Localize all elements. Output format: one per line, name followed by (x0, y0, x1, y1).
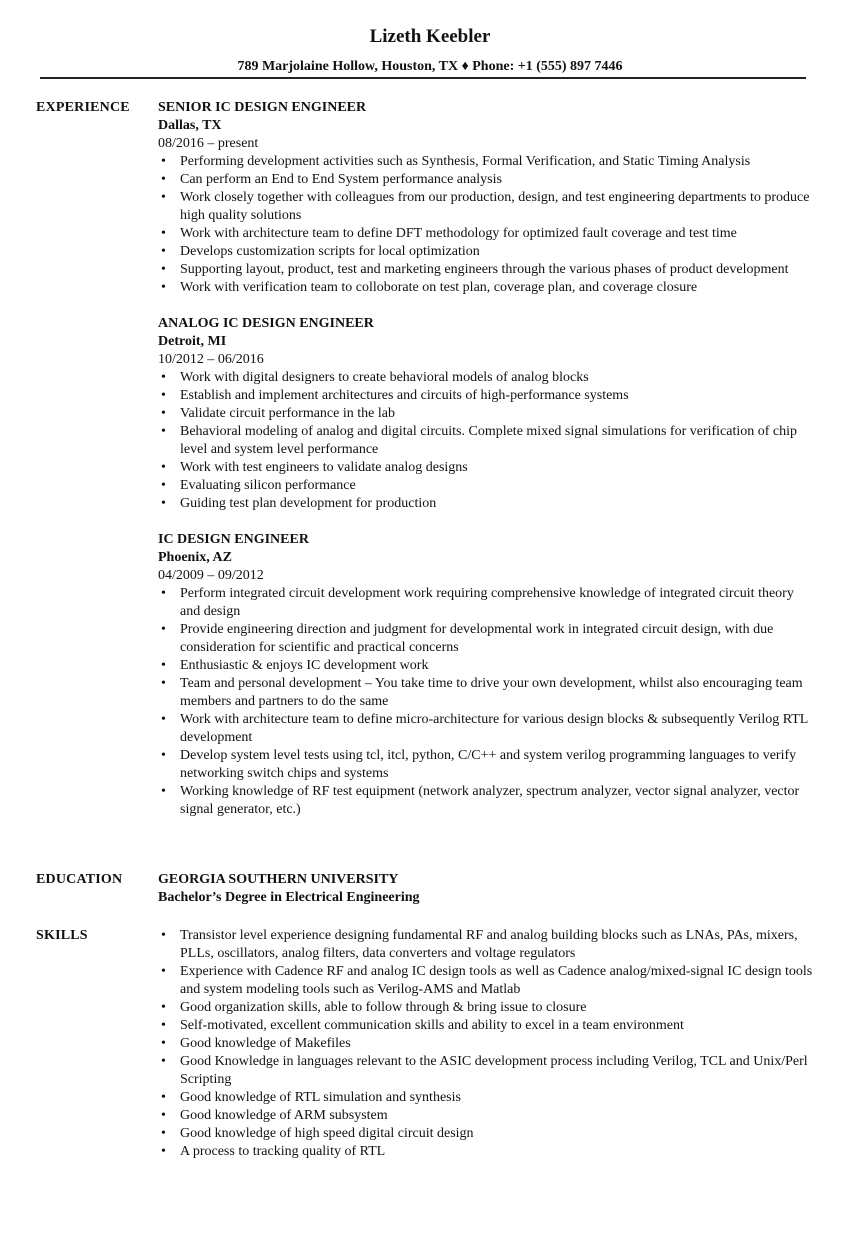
job-dates: 08/2016 – present (158, 136, 259, 151)
bullet-dot: • (161, 712, 166, 727)
bullet-item (158, 369, 813, 387)
bullet-dot: • (161, 1054, 166, 1069)
job-bullets (158, 369, 813, 513)
bullet-text: Work with verification team to colloborate on test plan, coverage plan, and coverage closure (180, 280, 698, 295)
bullet-dot: • (161, 478, 166, 493)
bullet-item (158, 585, 813, 621)
education-body (158, 871, 813, 907)
skills-heading: SKILLS (36, 928, 88, 943)
job-bullets (158, 585, 813, 819)
education-heading: EDUCATION (36, 872, 123, 887)
bullet-text: Validate circuit performance in the lab (180, 406, 395, 421)
bullet-item (158, 387, 813, 405)
bullet-text: Good organization skills, able to follow through & bring issue to closure (180, 1000, 587, 1015)
bullet-text: Work with architecture team to define micro-architecture for various design blocks & subsequently Verilog RTL development (180, 712, 808, 745)
bullet-dot: • (161, 586, 166, 601)
bullet-text: Can perform an End to End System performance analysis (180, 172, 502, 187)
bullet-text: Provide engineering direction and judgment for developmental work in integrated circuit design, with due consideration for scientific and practical concerns (180, 622, 774, 655)
bullet-item (158, 747, 813, 783)
bullet-dot: • (161, 424, 166, 439)
bullet-text: Work closely together with colleagues from our production, design, and test engineering departments to produce high quality solutions (180, 190, 810, 223)
bullet-dot: • (161, 460, 166, 475)
bullet-item (158, 279, 813, 297)
bullet-text: Self-motivated, excellent communication skills and ability to excel in a team environment (180, 1018, 684, 1033)
bullet-text: Performing development activities such as Synthesis, Formal Verification, and Static Timing Analysis (180, 154, 751, 169)
bullet-dot: • (161, 964, 166, 979)
bullet-text: Work with test engineers to validate analog designs (180, 460, 468, 475)
bullet-dot: • (161, 748, 166, 763)
job-entry (158, 315, 813, 513)
bullet-item (158, 1107, 813, 1125)
job-entry (158, 99, 813, 297)
bullet-dot: • (161, 1108, 166, 1123)
bullet-item (158, 1035, 813, 1053)
bullet-text: Good knowledge of Makefiles (180, 1036, 351, 1051)
job-location: Detroit, MI (158, 334, 227, 349)
bullet-text: Experience with Cadence RF and analog IC design tools as well as Cadence analog/mixed-signal IC design tools and system modeling tools such as Verilog-AMS and Matlab (180, 964, 813, 997)
bullet-dot: • (161, 658, 166, 673)
job-entry (158, 531, 813, 819)
skills-body (158, 927, 813, 1161)
job-title: ANALOG IC DESIGN ENGINEER (158, 316, 374, 331)
job-dates: 10/2012 – 06/2016 (158, 352, 264, 367)
bullet-item (158, 963, 813, 999)
bullet-text: Perform integrated circuit development work requiring comprehensive knowledge of integrated circuit theory and design (180, 586, 794, 619)
bullet-dot: • (161, 388, 166, 403)
bullet-dot: • (161, 622, 166, 637)
bullet-item (158, 675, 813, 711)
bullet-text: Good knowledge of ARM subsystem (180, 1108, 388, 1123)
job-dates: 04/2009 – 09/2012 (158, 568, 264, 583)
bullet-text: Working knowledge of RF test equipment (network analyzer, spectrum analyzer, vector signal analyzer, vector signal generator, etc.) (180, 784, 800, 817)
bullet-item (158, 189, 813, 225)
bullet-item (158, 423, 813, 459)
bullet-item (158, 1089, 813, 1107)
bullet-item (158, 783, 813, 819)
bullet-dot: • (161, 1036, 166, 1051)
bullet-text: Good Knowledge in languages relevant to the ASIC development process including Verilog, TCL and Unix/Perl Scripting (180, 1054, 808, 1087)
bullet-dot: • (161, 226, 166, 241)
experience-list (158, 99, 813, 837)
job-title: SENIOR IC DESIGN ENGINEER (158, 100, 367, 115)
candidate-name: Lizeth Keebler (369, 26, 491, 47)
bullet-item (158, 1017, 813, 1035)
bullet-item (158, 999, 813, 1017)
job-location: Dallas, TX (158, 118, 222, 133)
bullet-text: Good knowledge of high speed digital circuit design (180, 1126, 474, 1141)
bullet-item (158, 495, 813, 513)
bullet-dot: • (161, 784, 166, 799)
bullet-text: Establish and implement architectures and circuits of high-performance systems (180, 388, 629, 403)
bullet-text: Evaluating silicon performance (180, 478, 356, 493)
bullet-item (158, 171, 813, 189)
job-location: Phoenix, AZ (158, 550, 232, 565)
bullet-item (158, 477, 813, 495)
bullet-dot: • (161, 190, 166, 205)
bullet-dot: • (161, 244, 166, 259)
bullet-text: Enthusiastic & enjoys IC development work (180, 658, 429, 673)
bullet-item (158, 225, 813, 243)
bullet-item (158, 621, 813, 657)
bullet-dot: • (161, 928, 166, 943)
bullet-item (158, 261, 813, 279)
bullet-dot: • (161, 406, 166, 421)
bullet-item (158, 243, 813, 261)
bullet-item (158, 657, 813, 675)
job-bullets (158, 153, 813, 297)
bullet-dot: • (161, 262, 166, 277)
bullet-item (158, 459, 813, 477)
bullet-text: Transistor level experience designing fundamental RF and analog building blocks such as LNAs, PAs, mixers, PLLs, oscillators, analog filters, data converters and voltage regulators (180, 928, 798, 961)
bullet-item (158, 1125, 813, 1143)
bullet-text: Team and personal development – You take time to drive your own development, whilst also encouraging team members and partners to do the same (180, 676, 803, 709)
bullet-item (158, 1143, 813, 1161)
bullet-dot: • (161, 1018, 166, 1033)
job-title: IC DESIGN ENGINEER (158, 532, 309, 547)
bullet-text: Behavioral modeling of analog and digital circuits. Complete mixed signal simulations for verification of chip level and system level performance (180, 424, 798, 457)
bullet-dot: • (161, 154, 166, 169)
bullet-item (158, 711, 813, 747)
school-name: GEORGIA SOUTHERN UNIVERSITY (158, 872, 399, 887)
bullet-text: Guiding test plan development for production (180, 496, 437, 511)
bullet-dot: • (161, 676, 166, 691)
bullet-text: Supporting layout, product, test and marketing engineers through the various phases of product development (180, 262, 789, 277)
bullet-item (158, 405, 813, 423)
experience-heading: EXPERIENCE (36, 100, 130, 115)
bullet-item (158, 1053, 813, 1089)
contact-line: 789 Marjolaine Hollow, Houston, TX ♦ Phone: +1 (555) 897 7446 (237, 59, 623, 74)
bullet-dot: • (161, 1090, 166, 1105)
bullet-dot: • (161, 496, 166, 511)
bullet-item (158, 153, 813, 171)
degree-name: Bachelor’s Degree in Electrical Engineering (158, 890, 420, 905)
header-divider (40, 77, 806, 79)
bullet-dot: • (161, 172, 166, 187)
bullet-text: A process to tracking quality of RTL (180, 1144, 386, 1159)
bullet-dot: • (161, 370, 166, 385)
bullet-dot: • (161, 1144, 166, 1159)
bullet-text: Work with architecture team to define DFT methodology for optimized fault coverage and test time (180, 226, 737, 241)
bullet-dot: • (161, 280, 166, 295)
bullet-text: Work with digital designers to create behavioral models of analog blocks (180, 370, 589, 385)
bullet-item (158, 927, 813, 963)
bullet-dot: • (161, 1126, 166, 1141)
bullet-text: Develops customization scripts for local optimization (180, 244, 480, 259)
bullet-dot: • (161, 1000, 166, 1015)
bullet-text: Good knowledge of RTL simulation and synthesis (180, 1090, 461, 1105)
bullet-text: Develop system level tests using tcl, itcl, python, C/C++ and system verilog programming languages to verify networking switch chips and systems (180, 748, 797, 781)
skills-list (158, 927, 813, 1161)
